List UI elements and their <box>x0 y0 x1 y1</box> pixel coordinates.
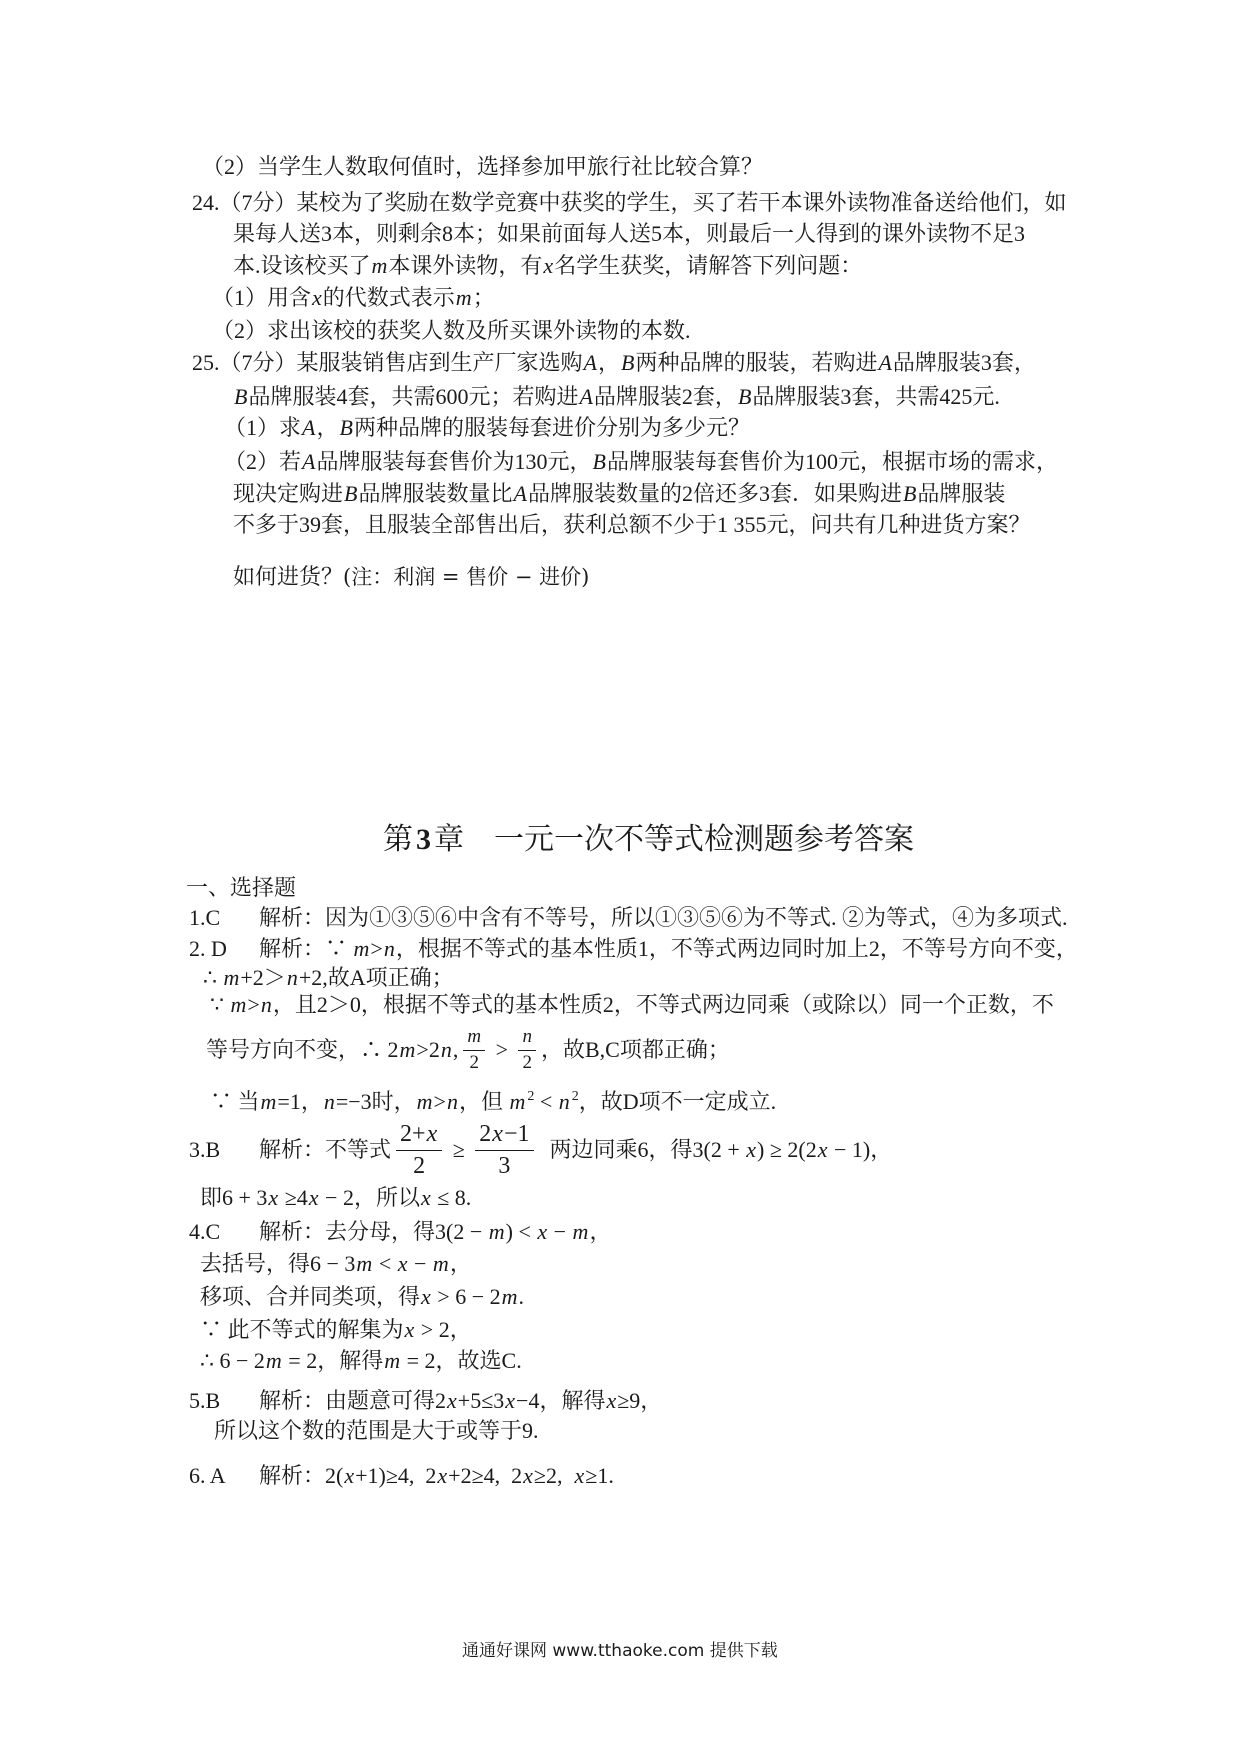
answer-label: 2. D <box>189 936 227 961</box>
superscript: 2 <box>571 1089 579 1104</box>
text-segment: = 2，故选C. <box>401 1348 522 1373</box>
text-segment: 等号方向不变，∴ 2 <box>206 1037 399 1062</box>
text-segment: ≤ 8. <box>431 1185 472 1210</box>
variable: m <box>432 1251 449 1276</box>
variable: m <box>384 1348 401 1373</box>
text-segment: 解析：不等式 <box>259 1137 392 1162</box>
q24-part2-line <box>212 317 691 345</box>
variable: x <box>447 1388 457 1413</box>
variable: m <box>265 1348 282 1373</box>
variable: B <box>344 481 358 506</box>
answer-1-line <box>189 904 1068 932</box>
text-segment: 2 <box>479 1120 492 1147</box>
text-segment: ≥2, <box>533 1463 574 1488</box>
answer-4-line <box>200 1316 472 1344</box>
text-segment: > <box>370 936 383 961</box>
text-segment: 名学生获奖，请解答下列问题： <box>554 253 863 278</box>
text-segment: −1 <box>503 1120 530 1147</box>
text-segment: − 2，所以 <box>319 1185 420 1210</box>
variable: m <box>572 1219 589 1244</box>
answer-label: 5.B <box>189 1388 221 1413</box>
text-segment: ≥1. <box>585 1463 614 1488</box>
text-segment: < <box>534 1089 558 1114</box>
variable: n <box>260 992 272 1017</box>
answer-2-line <box>203 964 454 992</box>
variable: A <box>302 415 316 440</box>
title-text: 一元一次不等式检测题参考答案 <box>494 823 914 856</box>
answer-6-line <box>189 1462 614 1490</box>
text-segment: ≥ <box>447 1137 471 1162</box>
text-segment: 即6 + 3 <box>200 1185 268 1210</box>
answer-label: 1.C <box>189 905 221 930</box>
answer-label: 6. A <box>189 1463 226 1488</box>
fraction <box>518 1026 536 1075</box>
variable: n <box>286 965 298 990</box>
variable: x <box>344 1463 355 1488</box>
variable: n <box>446 1089 458 1114</box>
q25-part2-line <box>233 480 1005 508</box>
fraction-denominator: 2 <box>413 1152 426 1179</box>
fraction <box>463 1026 485 1075</box>
text-segment: ， <box>589 1219 612 1244</box>
text-segment: +2＞ <box>240 965 286 990</box>
text-segment: > <box>433 1089 446 1114</box>
text-segment: 本.设该校买了 <box>233 253 371 278</box>
answer-4-line <box>200 1283 524 1311</box>
superscript: 2 <box>527 1089 535 1104</box>
text-segment: 两边同乘6，得3(2 + <box>538 1137 746 1162</box>
text-segment: ，但 <box>458 1089 509 1114</box>
q25-stem-line <box>192 349 1036 377</box>
text-segment: 所以这个数的范围是大于或等于9. <box>214 1418 539 1443</box>
text-segment: < <box>373 1251 397 1276</box>
fraction-denominator: 3 <box>498 1152 511 1179</box>
text-segment: =−3时， <box>335 1089 416 1114</box>
variable: A <box>302 449 316 474</box>
text-segment: ， <box>316 415 339 440</box>
text-segment: +5≤3 <box>457 1388 505 1413</box>
variable: x <box>437 1463 448 1488</box>
q23-part2-line <box>202 153 763 181</box>
variable: A <box>579 384 593 409</box>
text-segment: 果每人送3本，则剩余8本；如果前面每人送5本，则最后一人得到的课外读物不足3 <box>233 221 1026 246</box>
text-segment: ， <box>597 350 620 375</box>
answer-3-line <box>200 1184 471 1212</box>
text-segment: 解析：2( <box>259 1463 344 1488</box>
variable: B <box>737 384 752 409</box>
variable: m <box>230 992 247 1017</box>
text-segment: ，且2＞0，根据不等式的基本性质2，不等式两边同乘（或除以）同一个正数，不 <box>272 992 1054 1017</box>
q24-stem-line <box>233 252 862 280</box>
title-text: 第 <box>383 823 413 856</box>
variable: B <box>902 481 917 506</box>
variable: x <box>505 1388 516 1413</box>
fraction-numerator: n <box>518 1026 536 1051</box>
q25-part2-line <box>233 511 1031 539</box>
fraction-numerator: m <box>463 1026 485 1051</box>
variable: x <box>308 1185 319 1210</box>
text-segment: =1， <box>277 1089 323 1114</box>
text-segment: 品牌服装3套， <box>892 350 1036 375</box>
text-segment: ∴ 6 − 2 <box>200 1348 265 1373</box>
text-segment: − 1)， <box>828 1137 893 1162</box>
answer-2-line <box>189 935 1078 963</box>
answer-2-line <box>206 1020 730 1080</box>
variable: x <box>574 1463 585 1488</box>
text-segment: 品牌服装 <box>917 481 1006 506</box>
q25-part2-line <box>233 563 589 591</box>
variable: m <box>356 1251 373 1276</box>
text-segment: ，根据不等式的基本性质1，不等式两边同时加上2，不等号方向不变， <box>395 936 1078 961</box>
answer-4-line <box>189 1218 611 1246</box>
variable: x <box>421 1284 431 1309</box>
text-segment: . <box>518 1284 524 1309</box>
variable: A <box>583 350 597 375</box>
variable: x <box>817 1137 828 1162</box>
text-segment: 品牌服装每套售价为130元， <box>316 449 592 474</box>
answer-2-line <box>210 991 1054 1019</box>
page-footer: 通通好课网 www.tthaoke.com 提供下载 <box>462 1641 778 1661</box>
variable: n <box>440 1037 452 1062</box>
text-segment: （2）当学生人数取何值时，选择参加甲旅行社比较合算？ <box>202 154 764 179</box>
text-segment: ，故B,C项都正确； <box>540 1037 730 1062</box>
answer-4-line <box>200 1347 522 1375</box>
text-segment: （2）求出该校的获奖人数及所买课外读物的本数. <box>212 318 691 343</box>
fraction-numerator <box>396 1120 442 1151</box>
variable: m <box>371 253 388 278</box>
variable: x <box>397 1251 408 1276</box>
text-segment: > <box>490 1037 514 1062</box>
text-segment: ) < <box>505 1219 537 1244</box>
answer-title <box>383 820 914 860</box>
variable: x <box>426 1120 438 1147</box>
variable: x <box>746 1137 756 1162</box>
variable: B <box>620 350 635 375</box>
text-segment: 品牌服装4套，共需600元；若购进 <box>248 384 579 409</box>
q25-part1-line <box>224 414 750 442</box>
variable: B <box>592 449 606 474</box>
variable: m <box>260 1089 277 1114</box>
text-segment: 一、选择题 <box>186 875 297 900</box>
text-segment: 品牌服装数量的2倍还多3套．如果购进 <box>527 481 902 506</box>
q24-stem-line <box>233 220 1025 248</box>
text-segment: 品牌服装数量比 <box>358 481 513 506</box>
variable: m <box>488 1219 505 1244</box>
variable: m <box>509 1089 526 1114</box>
variable: x <box>492 1120 503 1147</box>
variable: m <box>223 965 240 990</box>
text-segment: ， <box>449 1251 472 1276</box>
variable: n <box>383 936 395 961</box>
variable: m <box>399 1037 416 1062</box>
answer-label: 4.C <box>189 1219 221 1244</box>
fraction-denominator: 2 <box>522 1051 532 1073</box>
answer-2-line <box>210 1088 776 1116</box>
q24-part1-line <box>212 284 495 312</box>
variable: x <box>404 1317 415 1342</box>
q24-stem-line <box>192 189 1067 217</box>
text-segment: +2≥4, 2 <box>448 1463 523 1488</box>
variable: x <box>537 1219 548 1244</box>
variable: B <box>339 415 353 440</box>
text-segment: 品牌服装每套售价为100元，根据市场的需求， <box>606 449 1058 474</box>
variable: x <box>312 285 322 310</box>
variable: x <box>543 253 554 278</box>
text-segment: 本课外读物，有 <box>388 253 543 278</box>
q25-stem-line <box>233 383 1000 411</box>
text-segment: 2+ <box>400 1120 426 1147</box>
variable: m <box>501 1284 518 1309</box>
variable: x <box>523 1463 533 1488</box>
text-segment: − <box>408 1251 432 1276</box>
variable: m <box>353 936 370 961</box>
text-segment: ，故D项不一定成立. <box>578 1089 777 1114</box>
variable: n <box>558 1089 570 1114</box>
q25-part2-line <box>224 448 1058 476</box>
text-segment: ∵ 此不等式的解集为 <box>200 1317 404 1342</box>
text-segment: +1)≥4, 2 <box>355 1463 437 1488</box>
variable: B <box>234 384 248 409</box>
text-segment: ) ≥ 2(2 <box>757 1137 817 1162</box>
variable: A <box>513 481 527 506</box>
text-segment: 品牌服装3套，共需425元. <box>752 384 1000 409</box>
text-segment: > 6 − 2 <box>431 1284 501 1309</box>
fraction-denominator: 2 <box>469 1051 479 1073</box>
variable: x <box>420 1185 431 1210</box>
text-segment: 解析：由题意可得2 <box>259 1388 447 1413</box>
answer-5-line <box>189 1387 662 1415</box>
fraction <box>475 1120 533 1181</box>
profit-note: (注：利润 = 售价 − 进价) <box>343 565 590 589</box>
text-segment: （2）若 <box>224 449 302 474</box>
section-heading <box>186 874 296 902</box>
answer-label: 3.B <box>189 1137 221 1162</box>
text-segment: ∵ 当 <box>210 1089 260 1114</box>
text-segment: ； <box>472 285 495 310</box>
variable: n <box>323 1089 335 1114</box>
text-segment: 如何进货？ <box>233 564 344 589</box>
text-segment: 两种品牌的服装每套进价分别为多少元？ <box>353 415 750 440</box>
text-segment: > <box>247 992 260 1017</box>
text-segment: − <box>548 1219 572 1244</box>
text-segment: 的代数式表示 <box>322 285 455 310</box>
text-segment: 去括号，得6 − 3 <box>200 1251 356 1276</box>
text-segment: 不多于39套，且服装全部售出后，获利总额不少于1 355元，问共有几种进货方案？ <box>233 512 1031 537</box>
variable: x <box>268 1185 279 1210</box>
text-segment: 解析：∵ <box>259 936 353 961</box>
text-segment: 现决定购进 <box>233 481 344 506</box>
text-segment: +2,故A项正确； <box>298 965 454 990</box>
text-segment: > 2， <box>415 1317 472 1342</box>
text-segment: >2 <box>416 1037 440 1062</box>
chapter-number: 3 <box>416 823 431 856</box>
text-segment: −4，解得 <box>516 1388 606 1413</box>
text-segment: 解析：去分母，得3(2 − <box>259 1219 488 1244</box>
answer-5-line <box>214 1417 539 1445</box>
fraction <box>396 1120 442 1181</box>
text-segment: ∵ <box>210 992 230 1017</box>
text-segment: （1）用含 <box>212 285 312 310</box>
fraction-numerator <box>475 1120 533 1151</box>
text-segment: , <box>452 1037 459 1062</box>
text-segment: （1）求 <box>224 415 302 440</box>
text-segment: 25.（7分）某服装销售店到生产厂家选购 <box>192 350 583 375</box>
title-text: 章 <box>434 823 464 856</box>
variable: x <box>606 1388 617 1413</box>
variable: A <box>878 350 892 375</box>
text-segment: 品牌服装2套， <box>593 384 737 409</box>
variable: m <box>455 285 472 310</box>
text-segment: ≥4 <box>279 1185 308 1210</box>
text-segment: 解析：因为①③⑤⑥中含有不等号，所以①③⑤⑥为不等式. ②为等式，④为多项式. <box>259 905 1068 930</box>
text-segment: 移项、合并同类项，得 <box>200 1284 421 1309</box>
text-segment: ≥9， <box>617 1388 663 1413</box>
variable: m <box>416 1089 433 1114</box>
answer-4-line <box>200 1250 472 1278</box>
text-segment: = 2，解得 <box>282 1348 384 1373</box>
text-segment: 24.（7分）某校为了奖励在数学竞赛中获奖的学生，买了若干本课外读物准备送给他们，如 <box>192 190 1067 215</box>
text-segment: 两种品牌的服装，若购进 <box>635 350 878 375</box>
text-segment: ∴ <box>203 965 223 990</box>
answer-3-line <box>189 1118 892 1182</box>
